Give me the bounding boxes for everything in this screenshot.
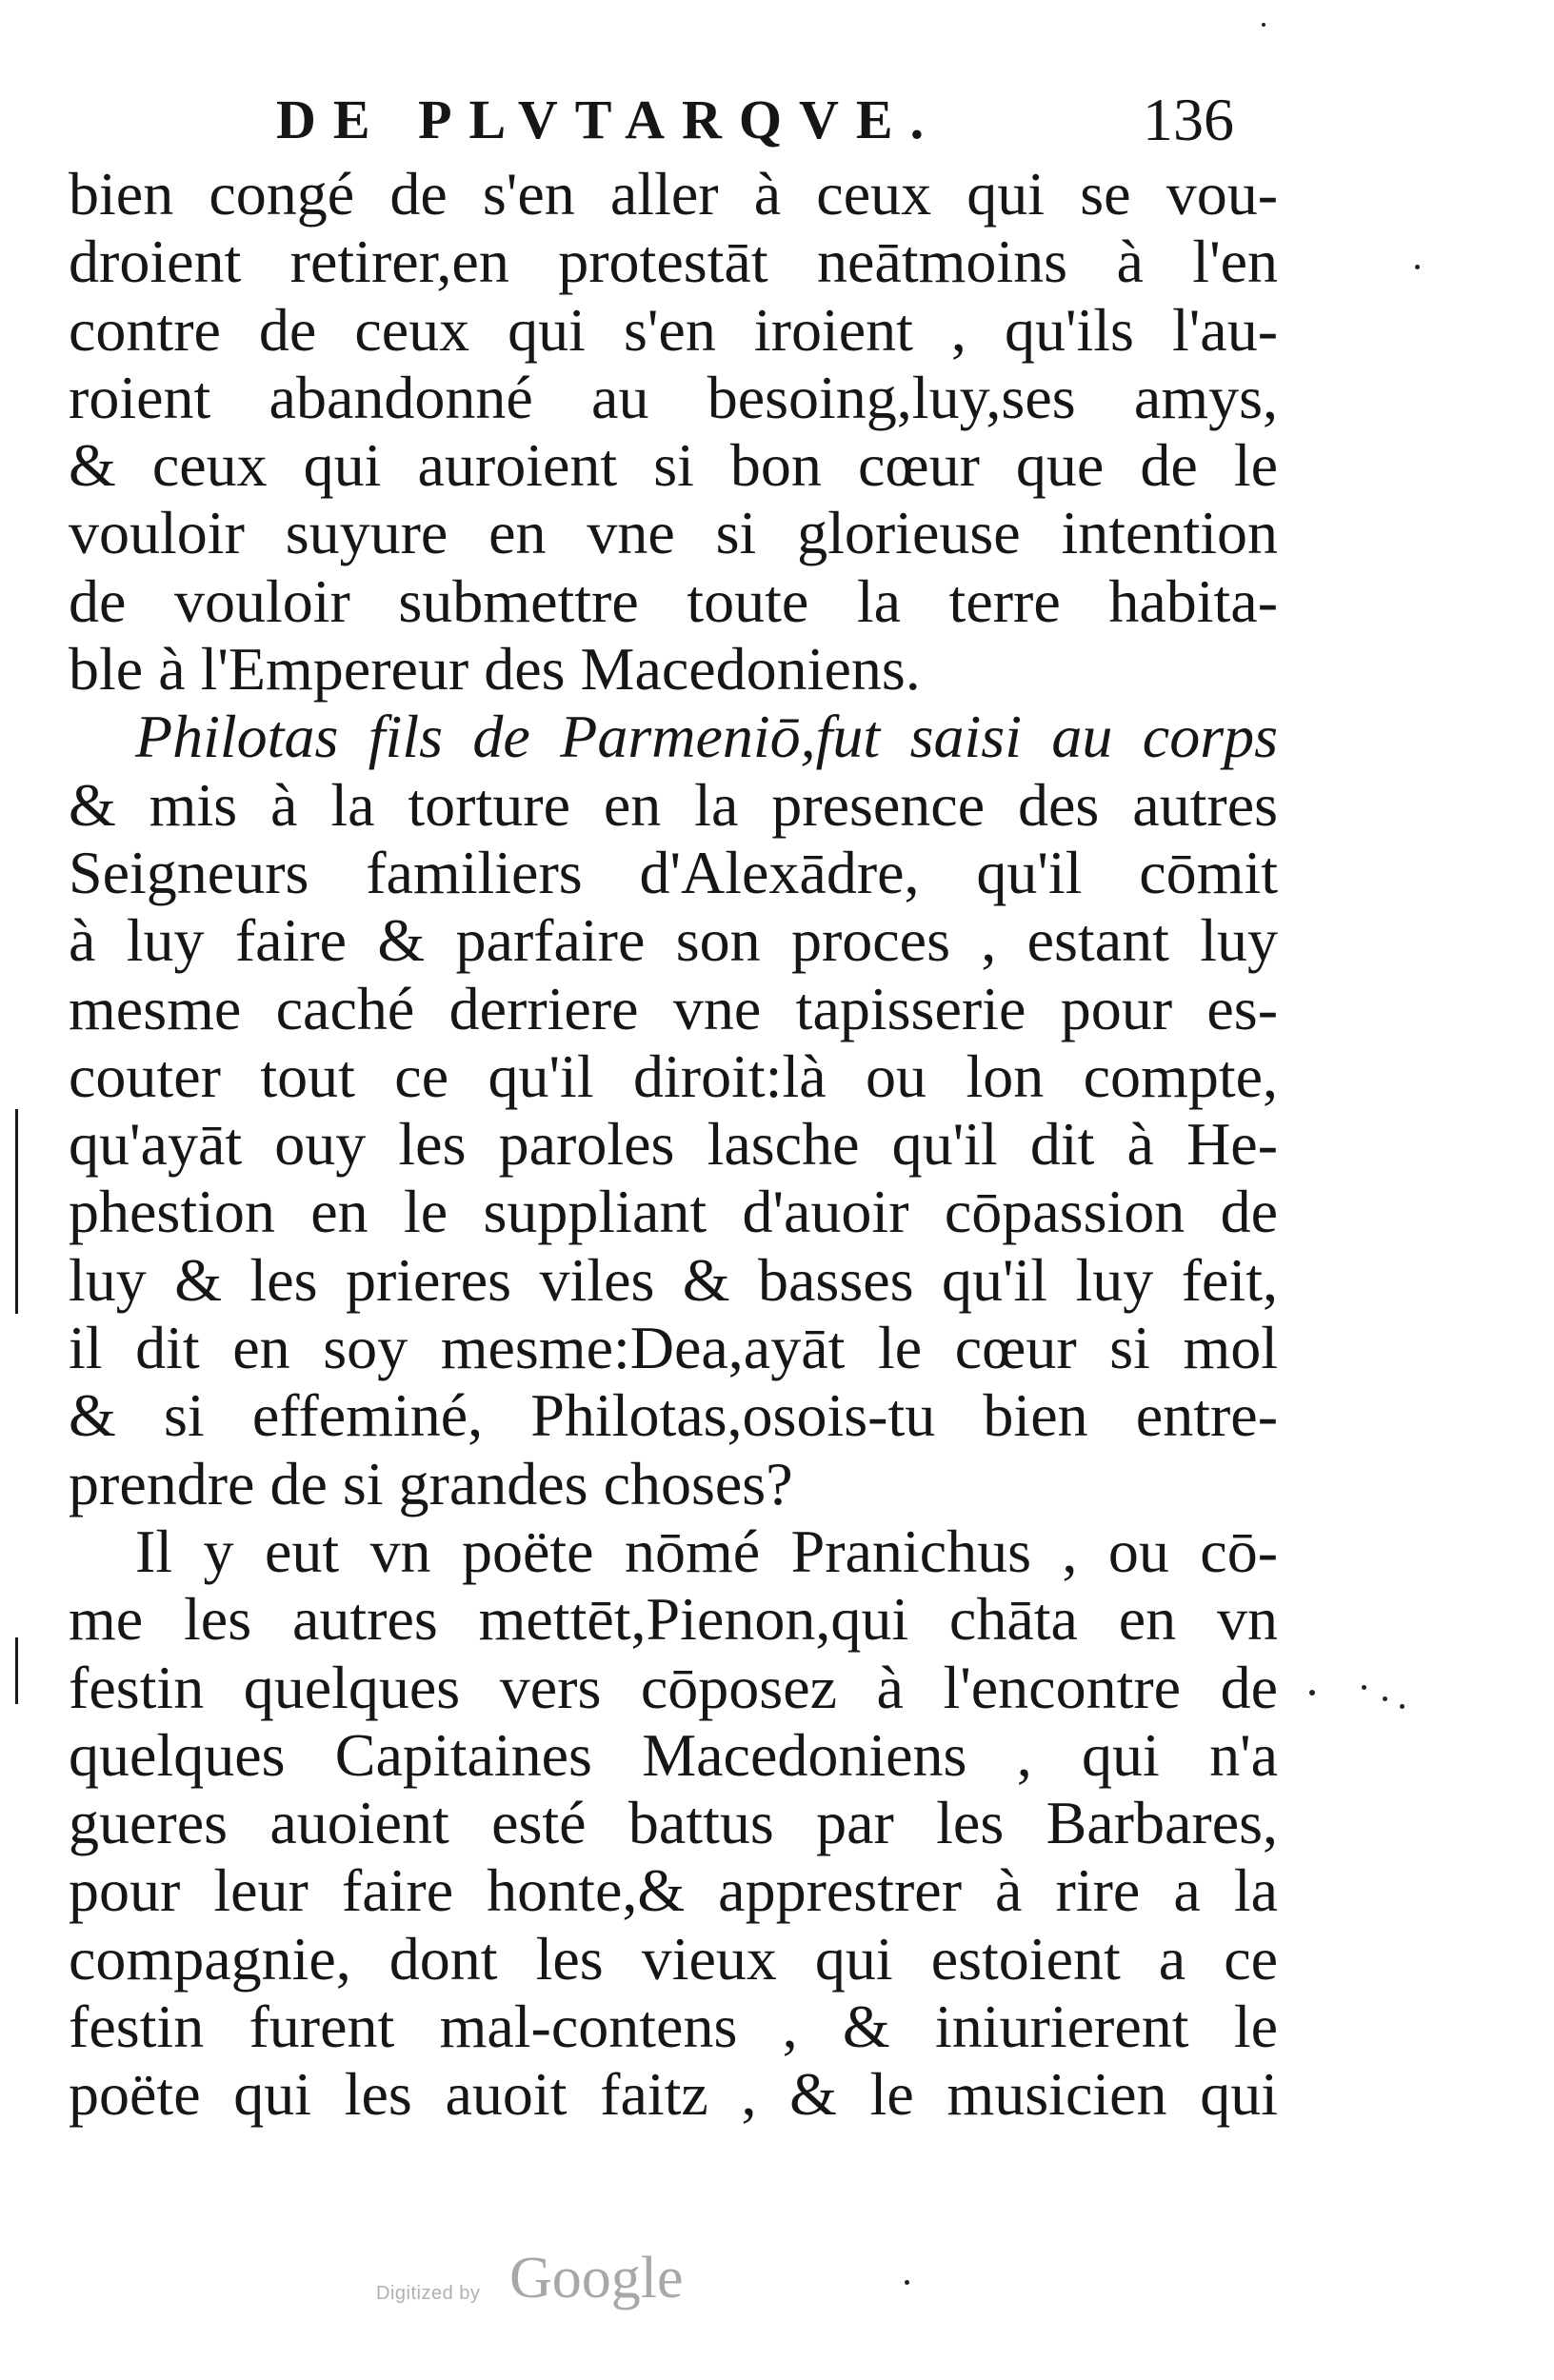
text-line: festin furent mal-contens , & iniurierent le: [69, 1993, 1278, 2061]
text-line: à luy faire & parfaire son proces , estant luy: [69, 906, 1278, 975]
text-line: vouloir suyure en vne si glorieuse intention: [69, 499, 1278, 567]
watermark-small-text: Digitized by: [376, 2283, 481, 2304]
body-text: [69, 160, 1278, 2129]
text-line: festin quelques vers cōposez à l'encontre de: [69, 1653, 1278, 1721]
text-line: mesme caché derriere vne tapisserie pour es-: [69, 974, 1278, 1042]
text-line: Philotas fils de Parmeniō,fut saisi au corps: [135, 703, 1278, 771]
scan-speck: [905, 2280, 909, 2285]
scan-speck: [1415, 265, 1420, 269]
scan-speck: [1383, 1696, 1387, 1701]
text-line: me les autres mettēt,Pienon,qui chāta en vn: [69, 1585, 1278, 1654]
text-line: ble à l'Empereur des Macedoniens.: [69, 635, 921, 704]
text-line: luy & les prieres viles & basses qu'il luy feit,: [69, 1245, 1278, 1314]
paragraph-3: [69, 1517, 1278, 2129]
text-line: roient abandonné au besoing,luy,ses amys,: [69, 363, 1278, 431]
page-number: 136: [1143, 86, 1234, 153]
text-line: prendre de si grandes choses?: [69, 1449, 793, 1517]
text-line: pour leur faire honte,& apprestrer à rire a la: [69, 1856, 1278, 1925]
text-line: & mis à la torture en la presence des autres: [69, 770, 1278, 839]
text-line: & ceux qui auroient si bon cœur que de le: [69, 431, 1278, 500]
google-logo: Google: [509, 2246, 684, 2311]
text-line: phestion en le suppliant d'auoir cōpassion de: [69, 1178, 1278, 1246]
text-line: qu'ayāt ouy les paroles lasche qu'il dit à He-: [69, 1110, 1278, 1179]
text-line: droient retirer,en protestāt neātmoins à l'en: [69, 228, 1278, 296]
paragraph-1: [69, 160, 1278, 703]
scan-speck: [1362, 1685, 1366, 1690]
paragraph-2: [69, 703, 1278, 1517]
text-line: bien congé de s'en aller à ceux qui se vou-: [69, 160, 1278, 228]
margin-rule: [15, 1637, 18, 1704]
text-line: de vouloir submettre toute la terre habita-: [69, 566, 1278, 635]
text-line: contre de ceux qui s'en iroient , qu'ils l'au-: [69, 295, 1278, 364]
text-line: couter tout ce qu'il diroit:là ou lon compte,: [69, 1041, 1278, 1110]
text-line: compagnie, dont les vieux qui estoient a ce: [69, 1924, 1278, 1993]
digitized-by-google-watermark: [376, 2245, 719, 2321]
text-line: & si effeminé, Philotas,osois-tu bien entre-: [69, 1381, 1278, 1450]
text-line: poëte qui les auoit faitz , & le musicien qui: [69, 2060, 1278, 2129]
text-line: gueres auoient esté battus par les Barbares,: [69, 1789, 1278, 1857]
text-line: Seigneurs familiers d'Alexādre, qu'il cōmit: [69, 838, 1278, 906]
scan-speck: [1400, 1704, 1405, 1709]
running-title: DE PLVTARQVE.: [276, 89, 942, 150]
scan-speck: [1309, 1690, 1315, 1696]
text-line: quelques Capitaines Macedoniens , qui n'a: [69, 1720, 1278, 1789]
text-line: Il y eut vn poëte nōmé Pranichus , ou cō-: [135, 1517, 1278, 1585]
text-line: il dit en soy mesme:Dea,ayāt le cœur si mol: [69, 1314, 1278, 1382]
running-head: [0, 82, 1554, 158]
margin-rule: [15, 1109, 18, 1314]
scan-speck: [1262, 23, 1265, 27]
